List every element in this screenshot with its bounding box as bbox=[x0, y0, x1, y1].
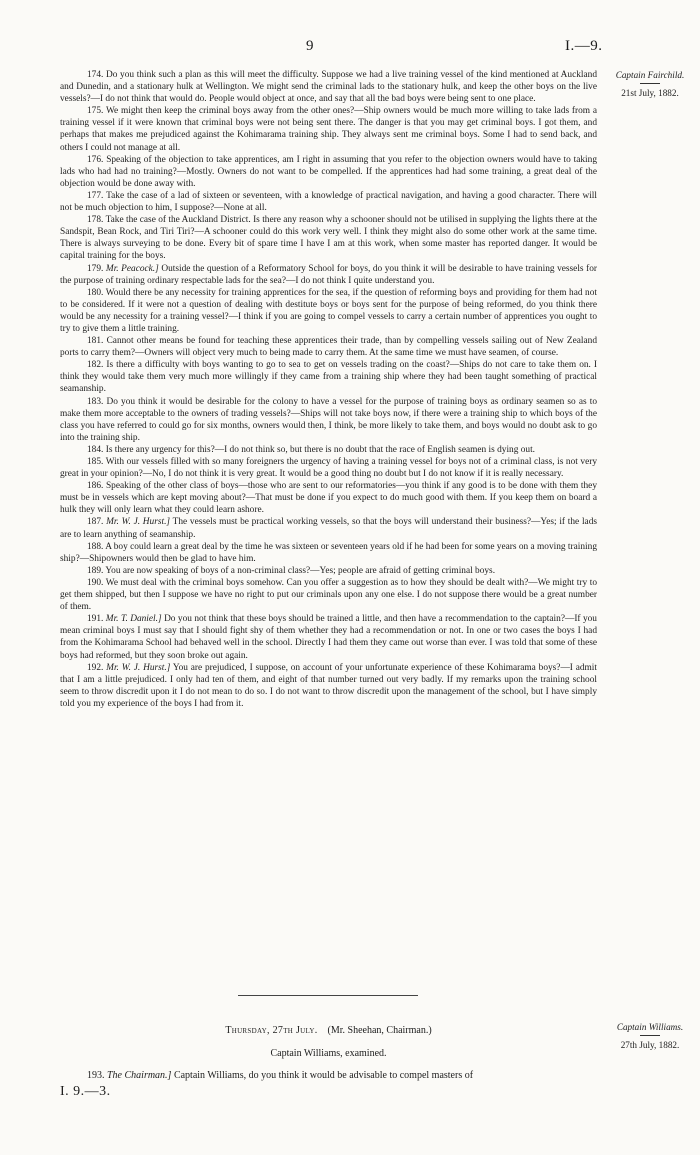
question-number: 185. bbox=[87, 457, 104, 467]
margin-note-rule bbox=[640, 1035, 660, 1036]
question-speaker: Mr. W. J. Hurst.] bbox=[106, 662, 171, 673]
question-paragraph bbox=[60, 541, 597, 565]
question-number: 190. bbox=[87, 577, 104, 588]
question-number: 183. bbox=[87, 396, 104, 407]
section-divider bbox=[238, 995, 418, 996]
question-paragraph bbox=[60, 359, 597, 395]
question-number: 188. bbox=[87, 541, 104, 552]
question-text: We must deal with the criminal boys somehow. Can you offer a suggestion as to how they should be dealt with?—We might try to get them shipped, but then I suppose we have no right to put our criminals upon any one else. I do not suppose there would be a great number of them. bbox=[60, 577, 597, 613]
session-chair: (Mr. Sheehan, Chairman.) bbox=[327, 1025, 432, 1036]
question-text: Captain Williams, do you think it would be advisable to compel masters of bbox=[173, 1070, 474, 1081]
question-text: You are prejudiced, I suppose, on account of your unfortunate experience of these Kohimarama boys?—I admit that I am a little prejudiced. I only had ten of them, and eight of that number turned out very badly. If my remarks upon the training school seem to throw discredit upon it I do not mean to do so. I do not want to throw discredit upon the management of the school, but I have simply told you my experience of the boys I had from it. bbox=[60, 662, 597, 709]
question-text: Do you not think that these boys should be trained a little, and then have a recommendation to the captain?—If you mean criminal boys I must say that I should fight shy of them whether they had a recommendation or not. In one or two cases the boys I had from the Kohimarama School had behaved well in the school. Directly I had them they came out worse than ever. I was told that some of these boys had reformed, but they soon broke out again. bbox=[60, 614, 597, 661]
question-text: You are now speaking of boys of a non-criminal class?—Yes; people are afraid of getting criminal boys. bbox=[105, 565, 496, 576]
question-number: 175. bbox=[87, 106, 104, 117]
session-heading bbox=[60, 1025, 597, 1036]
question-number: 184. bbox=[87, 444, 104, 455]
question-number: 180. bbox=[87, 287, 104, 298]
margin-note-date: 27th July, 1882. bbox=[620, 1040, 680, 1050]
question-number: 181. bbox=[87, 336, 104, 347]
question-text: Speaking of the objection to take apprentices, am I right in assuming that you refer to the objection owners would have to taking lads who had had no training?—Mostly. Owners do not want to be compelled. If the apprentices had had some training, a great deal of the objection would be done away with. bbox=[60, 154, 597, 189]
session-date: Thursday, 27th July. bbox=[225, 1025, 318, 1036]
question-number: 187. bbox=[87, 517, 104, 528]
question-paragraph bbox=[60, 613, 597, 661]
question-number: 177. bbox=[87, 190, 104, 201]
question-paragraph bbox=[60, 190, 597, 214]
question-paragraph bbox=[60, 335, 597, 359]
question-text: The vessels must be practical working vessels, so that the boys will understand their business?—Yes; if the lads are to learn anything of seamanship. bbox=[60, 517, 597, 540]
question-paragraph bbox=[60, 565, 597, 577]
page-number: 9 bbox=[306, 38, 314, 54]
question-paragraph bbox=[60, 516, 597, 540]
question-text: With our vessels filled with so many foreigners the urgency of having a training vessel for boys not of a criminal class, is not very great in your opinion?—No, I do not think it is very great. It would be a good thing no doubt but I do not know if it is really necessary. bbox=[60, 457, 597, 480]
question-number: 191. bbox=[87, 614, 104, 625]
witness-line: Captain Williams, examined. bbox=[270, 1048, 387, 1059]
question-text: Do you think such a plan as this will meet the difficulty. Suppose we had a live training vessel of the kind mentioned at Auckland and Dunedin, and a stationary hulk at Wellington. We might send the criminal lads to the stationary hulk, and keep the other boys on the live vessels?—I do not think that would do. People would object at once, and say that all the bad boys were being sent to one place. bbox=[60, 70, 597, 105]
question-number: 174. bbox=[87, 70, 104, 80]
question-text: Take the case of the Auckland District. Is there any reason why a schooner should not be utilised in supplying the lights there at the Sandspit, Bean Rock, and Tiri Tiri?—A schooner could do this work very well. I think they might also do some other work at the same time. There is always surveying to be done. Every bit of spare time I have I am at this work, when some master has reported danger. It would be capital training for the boys. bbox=[60, 215, 598, 262]
question-paragraph bbox=[60, 154, 597, 190]
question-number: 182. bbox=[87, 360, 104, 371]
question-text: A boy could learn a great deal by the time he was sixteen or seventeen years old if he had been for some years on a moving training ship?—Shipowners would then be glad to have him. bbox=[60, 541, 597, 564]
question-text: Would there be any necessity for training apprentices for the sea, if the question of reforming boys and providing for them had not to be considered. If it were not a question of dealing with destitute boys or boys sent for the purpose of being reformed, do you think there would be any necessity for a training vessel?—I think if you are going to compel vessels to carry a certain number of apprentices you ought to try to give them a little training. bbox=[60, 287, 597, 334]
signature-mark: I. 9.—3. bbox=[60, 1084, 111, 1099]
margin-note-name: Captain Williams. bbox=[616, 1022, 684, 1032]
question-number: 178. bbox=[87, 215, 104, 226]
document-reference: I.—9. bbox=[565, 38, 603, 54]
margin-note-witness-2 bbox=[604, 1021, 696, 1051]
question-number: 176. bbox=[87, 154, 104, 165]
question-paragraph bbox=[60, 396, 597, 444]
question-speaker: Mr. Peacock.] bbox=[105, 263, 159, 274]
question-number: 193. bbox=[87, 1070, 105, 1081]
question-text: Do you think it would be desirable for the colony to have a vessel for the purpose of training boys as ordinary seamen so as to make them more acceptable to the owners of trading vessels?—Ships will not take boys now, if there were a training ship to which boys of the class you have referred to could go for six months, owners would then, I think, be more likely to take them, and boys would no doubt ask to go into the training ship. bbox=[60, 396, 597, 443]
question-paragraph bbox=[60, 456, 597, 480]
question-speaker: Mr. T. Daniel.] bbox=[105, 614, 162, 625]
question-paragraph bbox=[60, 69, 597, 105]
question-paragraph bbox=[60, 1070, 613, 1082]
question-paragraph bbox=[60, 444, 597, 456]
question-text: Take the case of a lad of sixteen or seventeen, with a knowledge of practical navigation, and having a good character. There will not be much objection to him, I suppose?—None at all. bbox=[60, 190, 597, 214]
margin-note-name: Captain Fairchild. bbox=[615, 70, 685, 80]
question-speaker: Mr. W. J. Hurst.] bbox=[106, 517, 171, 528]
question-paragraph bbox=[60, 263, 597, 287]
question-text: Is there any urgency for this?—I do not think so, but there is no doubt that the race of English seamen is dying out. bbox=[105, 444, 535, 455]
question-number: 186. bbox=[87, 481, 104, 492]
question-paragraph bbox=[60, 480, 597, 516]
question-number: 179. bbox=[87, 263, 104, 274]
question-text: Speaking of the other class of boys—those who are sent to our reformatories—you think if any good is to be done with them they must be in vessels which are kept moving about?—That must be done if you expect to do much good with them. If you keep them on board a hulk they will only learn what they could learn ashore. bbox=[60, 481, 597, 516]
question-paragraph bbox=[60, 287, 597, 335]
evidence-text-column bbox=[60, 69, 597, 710]
question-text: Outside the question of a Reformatory School for boys, do you think it will be desirable to have training vessels for the purpose of training ordinary respectable lads for the sea?—I do not think I quite understand you. bbox=[60, 263, 597, 286]
question-paragraph bbox=[60, 105, 597, 153]
margin-note-witness bbox=[604, 69, 696, 99]
question-number: 189. bbox=[87, 565, 104, 576]
margin-note-date: 21st July, 1882. bbox=[621, 88, 679, 98]
question-text: We might then keep the criminal boys away from the other ones?—Ship owners would be much more willing to take lads from a training vessel if it were known that criminal boys were not being sent there. The danger is that you may get criminal boys. I got them, and perhaps that makes me prejudiced against the Kohimarama training ship. They always sent me criminal boys. Some I had to send back, and others I could not manage at all. bbox=[60, 106, 597, 153]
question-text: Is there a difficulty with boys wanting to go to sea to get on vessels trading on the coast?—Ships do not care to take them on. I think they would take them very much more willingly if they came from a training ship where they had been taught something of practical seamanship. bbox=[60, 360, 597, 395]
question-text: Cannot other means be found for teaching these apprentices their trade, than by compelling vessels sailing out of New Zealand ports to carry them?—Owners will object very much to being made to carry them. At the same time we must have seamen, of course. bbox=[60, 336, 597, 359]
question-number: 192. bbox=[87, 662, 104, 673]
question-paragraph bbox=[60, 577, 597, 613]
question-speaker: The Chairman.] bbox=[107, 1070, 172, 1081]
question-paragraph bbox=[60, 662, 597, 710]
margin-note-rule bbox=[640, 83, 660, 84]
question-paragraph bbox=[60, 214, 597, 262]
